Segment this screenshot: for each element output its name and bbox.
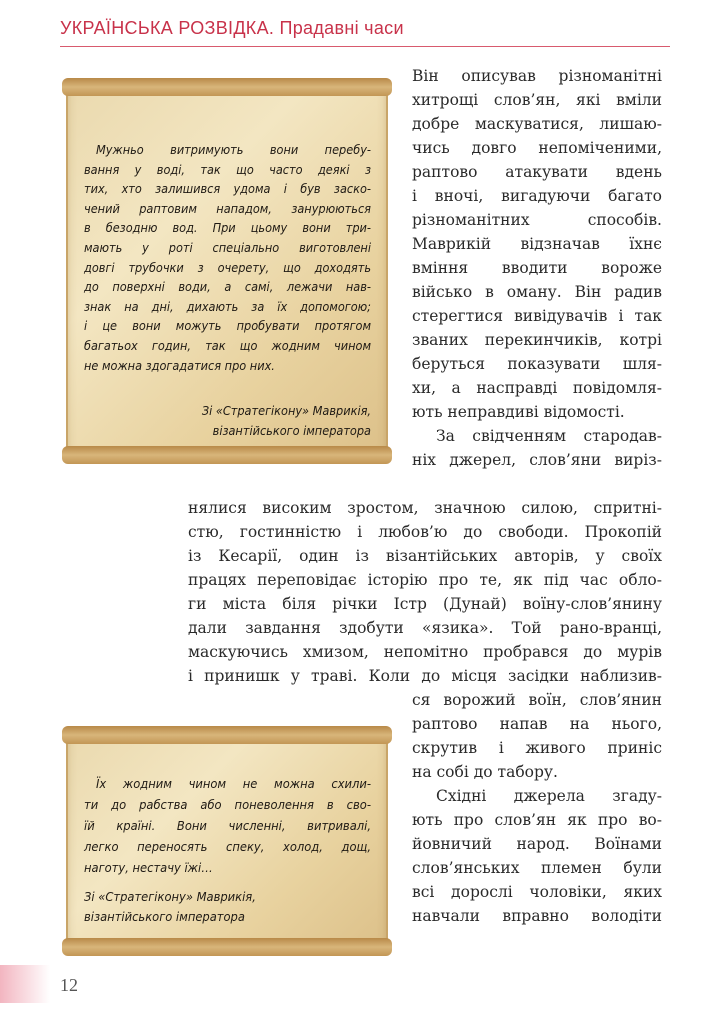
quote-line: довгі трубочки з очерету, що доходять <box>84 259 371 275</box>
quote-line: наготу, нестачу їжі… <box>84 861 213 876</box>
page-number-accent <box>0 965 50 1003</box>
body-line: військо в оману. Він радив <box>412 283 662 301</box>
body-line: нялися високим зростом, значною силою, спритні- <box>188 499 662 517</box>
quote-source-line: Зі «Стратегікону» Маврикія, <box>201 403 371 418</box>
quote-line: легко переносять спеку, холод, дощ, <box>84 840 371 855</box>
body-line: і принишк у траві. Коли до місця засідки наблизив- <box>188 667 662 685</box>
body-line: маскуючись хмизом, непомітно пробрався до мурів <box>188 643 662 661</box>
quote-line: ти до рабства або поневолення в сво- <box>84 798 371 813</box>
running-header: УКРАЇНСЬКА РОЗВІДКА. Прадавні часи <box>60 18 404 38</box>
body-line: Східні джерела згаду- <box>436 787 662 805</box>
body-line: Він описував різноманітні <box>412 67 662 85</box>
quote-line: вання у воді, так що часто деякі з <box>84 161 371 177</box>
quote-1-text <box>84 140 371 375</box>
body-line: ють про слов’ян як про во- <box>412 811 662 829</box>
body-line: званих перекинчиків, котрі <box>412 331 662 349</box>
body-line: За свідченням стародав- <box>436 427 662 445</box>
body-line: працях переповідає історію про те, як під час обло- <box>188 571 662 589</box>
body-column-upper <box>412 64 662 472</box>
quote-line: знак на дні, дихають за їх допомогою; <box>84 298 371 314</box>
body-line: стю, гостинністю і любов’ю до свободи. Прокопій <box>188 523 662 541</box>
quote-line: і це вони можуть пробувати протягом <box>84 318 371 334</box>
body-line: скрутив і живого приніс <box>412 739 662 757</box>
scroll-bottom-edge <box>62 938 392 956</box>
quote-line: Мужньо витримують вони перебу- <box>96 142 371 157</box>
body-line: ся ворожий воїн, слов’янин <box>412 691 662 709</box>
body-line: різноманітних способів. <box>412 211 662 229</box>
body-line: чись довго непоміченими, <box>412 139 662 157</box>
body-line: стерегтися вивідувачів і так <box>412 307 662 325</box>
page-number: 12 <box>60 975 78 995</box>
quote-line: їй країні. Вони численні, витривалі, <box>84 819 371 834</box>
body-line: ють неправдиві відомості. <box>412 403 625 421</box>
body-line: всі дорослі чоловіки, яких <box>412 883 662 901</box>
body-line: і вночі, вигадуючи багато <box>412 187 662 205</box>
quote-source-line: візантійського імператора <box>84 910 245 925</box>
quote-source-line: Зі «Стратегікону» Маврикія, <box>84 890 256 905</box>
body-line: хи, а насправді повідомля- <box>412 379 662 397</box>
scroll-top-edge <box>62 726 392 744</box>
body-line: навчали вправно володіти <box>412 907 662 925</box>
body-line: хитрощі слов’ян, які вміли <box>412 91 662 109</box>
quote-1-source <box>152 401 371 440</box>
body-line: раптово атакувати вдень <box>412 163 662 181</box>
quote-line: багатьох годин, так що жодним чином <box>84 337 371 353</box>
body-line: ги міста біля річки Істр (Дунай) воїну-слов’янину <box>188 595 662 613</box>
quote-line: Їх жодним чином не можна схили- <box>96 777 371 792</box>
body-line: Маврикій відзначав їхнє <box>412 235 662 253</box>
quote-line: тих, хто залишився удома і був заско- <box>84 181 371 197</box>
body-line: слов’янських племен були <box>412 859 662 877</box>
scroll-bottom-edge <box>62 446 392 464</box>
body-paragraph-wide <box>188 496 662 688</box>
body-line: раптово напав на нього, <box>412 715 662 733</box>
quote-line: не можна здогадатися про них. <box>84 357 275 373</box>
body-line: вміння вводити вороже <box>412 259 662 277</box>
scroll-top-edge <box>62 78 392 96</box>
body-line: добре маскуватися, лишаю- <box>412 115 662 133</box>
body-line: йовничий народ. Воїнами <box>412 835 662 853</box>
body-line: беруться показувати шля- <box>412 355 662 373</box>
quote-line: мають у роті спеціально виготовлені <box>84 239 371 255</box>
header-rule <box>60 46 670 47</box>
quote-line: до поверхні води, а самі, лежачи нав- <box>84 279 371 295</box>
body-column-lower <box>412 688 662 928</box>
body-line: дали завдання здобути «язика». Той рано-вранці, <box>188 619 662 637</box>
quote-line: чений раптовим нападом, занурюються <box>84 200 371 216</box>
body-line: на собі до табору. <box>412 763 558 781</box>
quote-source-line: візантійського імператора <box>212 422 371 438</box>
body-line: із Кесарії, один із візантійських авторів, у своїх <box>188 547 662 565</box>
quote-2-text <box>84 774 371 879</box>
body-line: ніх джерел, слов’яни виріз- <box>412 451 662 469</box>
quote-line: в безодню вод. При цьому вони три- <box>84 220 371 236</box>
quote-2-source <box>84 888 371 928</box>
